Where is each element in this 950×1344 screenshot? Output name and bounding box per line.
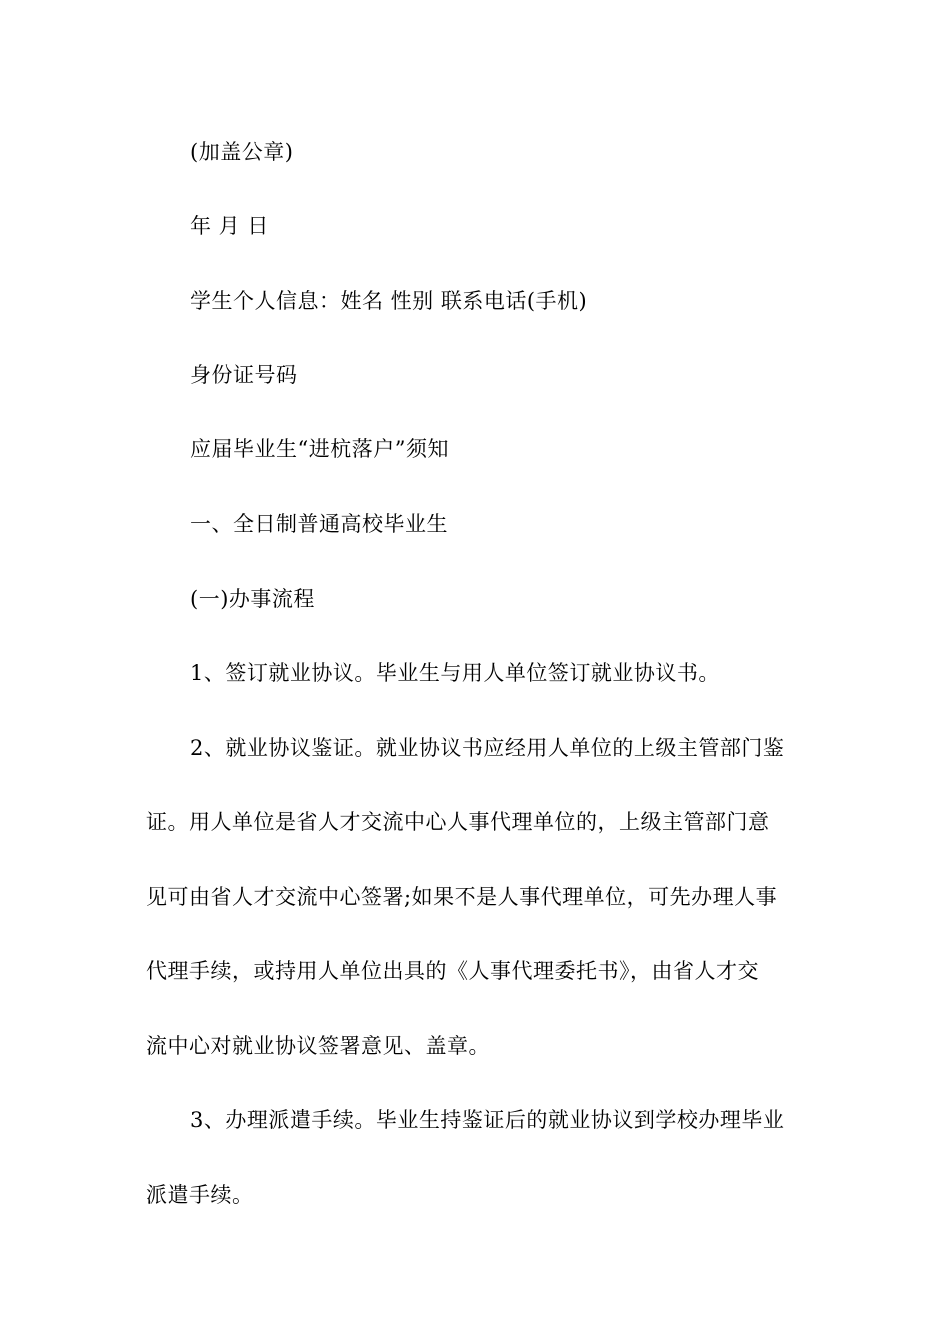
paragraph-line: 证。用人单位是省人才交流中心人事代理单位的，上级主管部门意 [146,810,770,834]
paragraph-line: 流中心对就业协议签署意见、盖章。 [146,1034,490,1058]
date-line: 年 月 日 [190,214,269,238]
paragraph-line: 1、签订就业协议。毕业生与用人单位签订就业协议书。 [190,661,720,685]
subsection-heading: (一)办事流程 [190,587,315,611]
student-info-line: 学生个人信息：姓名 性别 联系电话(手机) [190,289,588,313]
paragraph-line: 代理手续，或持用人单位出具的《人事代理委托书》，由省人才交 [146,959,759,983]
paragraph-line: 2、就业协议鉴证。就业协议书应经用人单位的上级主管部门鉴 [190,736,785,760]
seal-note: (加盖公章) [190,140,294,164]
paragraph-line: 见可由省人才交流中心签署;如果不是人事代理单位，可先办理人事 [146,885,778,909]
id-number-line: 身份证号码 [190,363,298,387]
paragraph-line: 3、办理派遣手续。毕业生持鉴证后的就业协议到学校办理毕业 [190,1108,785,1132]
paragraph-line: 派遣手续。 [146,1183,254,1207]
section-heading: 一、全日制普通高校毕业生 [190,512,448,536]
notice-title: 应届毕业生“进杭落户”须知 [190,437,449,461]
